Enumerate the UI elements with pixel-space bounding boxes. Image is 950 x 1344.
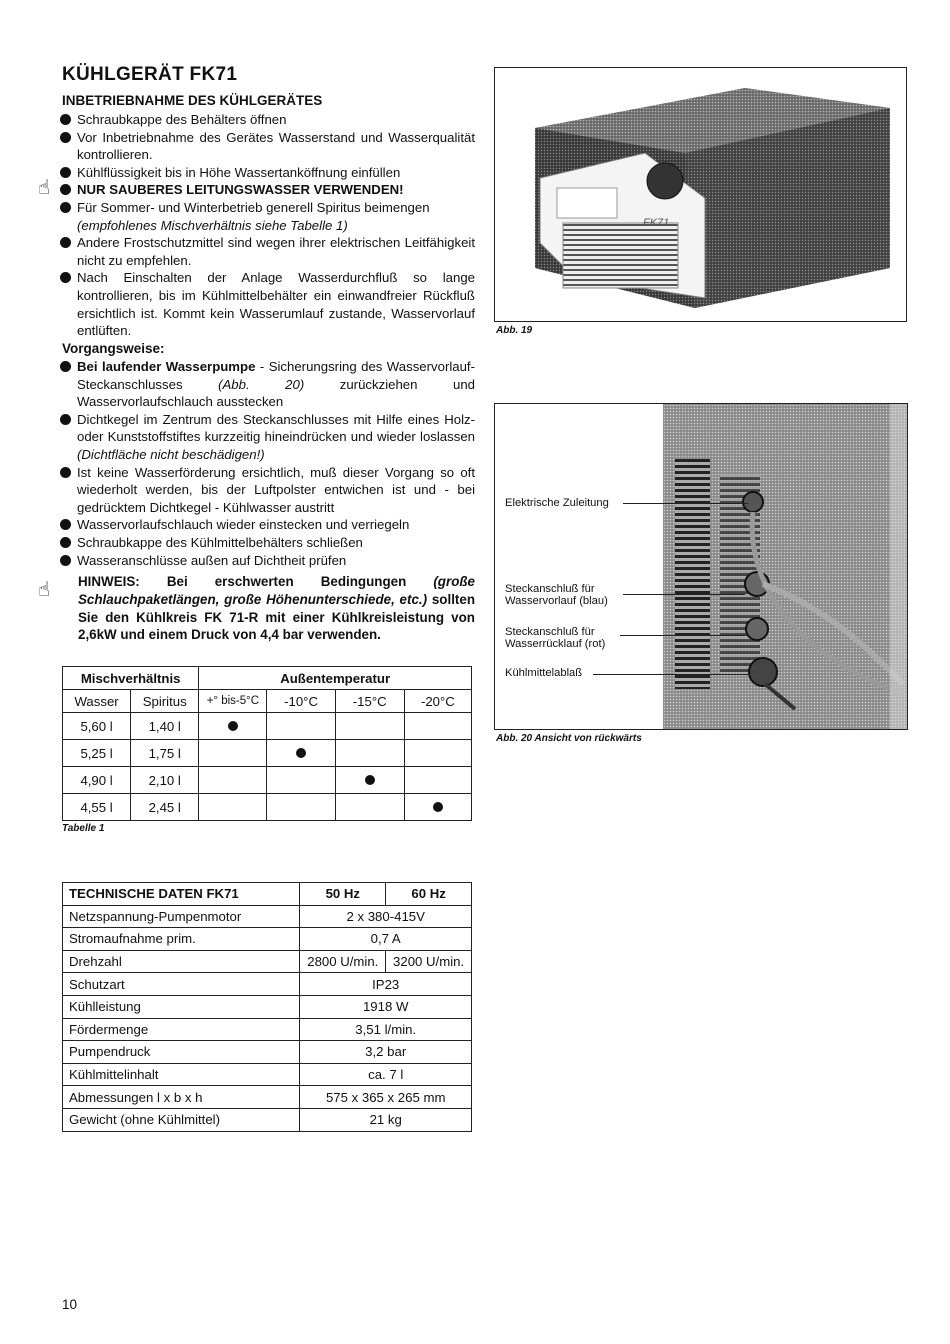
cell-temp-mark	[404, 767, 471, 794]
section-heading: INBETRIEBNAHME DES KÜHLGERÄTES	[62, 93, 323, 108]
spec-label: Kühlleistung	[63, 995, 300, 1018]
spec-value: IP23	[300, 973, 472, 996]
leader-line	[623, 594, 745, 595]
table-row	[63, 973, 472, 996]
leader-line	[623, 503, 748, 504]
list-item	[60, 464, 475, 517]
label-flow-connector-line1: Steckanschluß für	[505, 583, 595, 595]
header-temp: -15°C	[335, 690, 404, 713]
cell-temp-mark	[199, 767, 267, 794]
list-item-text: Schraubkappe des Behälters öffnen	[77, 112, 287, 127]
table-row	[63, 740, 472, 767]
procedure-heading: Vorgangsweise:	[62, 341, 165, 356]
table-row	[63, 995, 472, 1018]
cell-temp-mark	[199, 794, 267, 821]
unit-logo-text: FK71	[643, 217, 670, 229]
spec-value: 575 x 365 x 265 mm	[300, 1086, 472, 1109]
step-text: Wasservorlaufschlauch wieder einstecken und verriegeln	[77, 517, 410, 533]
figure-caption: Abb. 19	[496, 325, 533, 336]
spec-value: 1918 W	[300, 995, 472, 1018]
header-50hz: 50 Hz	[300, 883, 386, 906]
step-bold: Bei laufender Wasserpumpe	[77, 359, 256, 374]
list-item	[60, 164, 475, 182]
spec-label: Gewicht (ohne Kühlmittel)	[63, 1108, 300, 1131]
cell-spirit: 1,75 l	[131, 740, 199, 767]
table-row	[63, 905, 472, 928]
cell-temp-mark	[267, 713, 335, 740]
spec-value: ca. 7 l	[300, 1063, 472, 1086]
table-row	[63, 794, 472, 821]
list-item-text: Kühlflüssigkeit bis in Höhe Wassertanköffnung einfüllen	[77, 164, 401, 180]
bullet-icon	[60, 467, 71, 478]
table-row	[63, 1041, 472, 1064]
pointing-hand-icon: ☝	[38, 579, 51, 601]
mark-dot-icon	[365, 775, 375, 785]
header-tech-title: TECHNISCHE DATEN FK71	[63, 883, 300, 906]
list-item	[60, 552, 475, 570]
header-spirit: Spiritus	[131, 690, 199, 713]
table-row	[63, 713, 472, 740]
bullet-icon	[60, 202, 71, 213]
cell-temp-mark	[404, 794, 471, 821]
step-note: (Dichtfläche nicht beschädigen!)	[77, 446, 265, 462]
rear-view-illustration	[495, 404, 907, 729]
cell-temp-mark	[404, 713, 471, 740]
label-coolant-drain: Kühlmittelablaß	[505, 667, 583, 679]
cell-temp-mark	[199, 740, 267, 767]
mark-dot-icon	[433, 802, 443, 812]
spec-label: Fördermenge	[63, 1018, 300, 1041]
procedure-list	[60, 358, 475, 569]
bullet-icon	[60, 519, 71, 530]
label-return-connector-line1: Steckanschluß für	[505, 626, 595, 638]
spec-value: 3,51 l/min.	[300, 1018, 472, 1041]
spec-label: Pumpendruck	[63, 1041, 300, 1064]
list-item	[60, 181, 475, 199]
table-row	[63, 1086, 472, 1109]
cell-temp-mark	[404, 740, 471, 767]
cell-water: 5,60 l	[63, 713, 131, 740]
header-temp: -10°C	[267, 690, 335, 713]
table-caption: Tabelle 1	[62, 823, 105, 834]
spec-label: Drehzahl	[63, 950, 300, 973]
figure-19-cooling-unit	[494, 67, 907, 322]
header-water: Wasser	[63, 690, 131, 713]
step-text: Schraubkappe des Kühlmittelbehälters schließen	[77, 534, 363, 550]
cell-temp-mark	[335, 794, 404, 821]
cell-temp-mark	[267, 794, 335, 821]
figure-20-rear-view	[494, 403, 908, 730]
header-60hz: 60 Hz	[386, 883, 472, 906]
list-item-note: (empfohlenes Mischverhältnis siehe Tabelle 1)	[77, 217, 348, 233]
spec-label: Schutzart	[63, 973, 300, 996]
table-row	[63, 928, 472, 951]
leader-line	[593, 674, 748, 675]
list-item	[60, 411, 475, 464]
bullet-icon	[60, 114, 71, 125]
spec-value: 0,7 A	[300, 928, 472, 951]
bullet-icon	[60, 555, 71, 566]
setup-bullet-list	[60, 111, 475, 340]
page-title: KÜHLGERÄT FK71	[62, 64, 238, 85]
list-item-text: Für Sommer- und Winterbetrieb generell Spiritus beimengen	[77, 199, 430, 215]
page-number: 10	[62, 1297, 78, 1312]
list-item	[60, 234, 475, 269]
bullet-icon	[60, 537, 71, 548]
bullet-icon	[60, 184, 71, 195]
figure-ref: (Abb. 20)	[218, 376, 305, 392]
cell-temp-mark	[335, 713, 404, 740]
mark-dot-icon	[228, 721, 238, 731]
pointing-hand-icon: ☝	[38, 177, 51, 199]
step-text: Ist keine Wasserförderung ersichtlich, muß dieser Vorgang so oft wiederholt werden, bis der Luftpolster entwichen ist und - bei gedrücktem Dichtkegel - Kühlwasser austritt	[77, 464, 475, 515]
bullet-icon	[60, 132, 71, 143]
step-text: - Sicherungsring des Wasservorlauf-Steckanschlusses	[77, 359, 475, 392]
cell-temp-mark	[199, 713, 267, 740]
header-outside-temperature: Außentemperatur	[199, 667, 472, 690]
bullet-icon	[60, 167, 71, 178]
table-row	[63, 1018, 472, 1041]
hint-note	[78, 573, 475, 644]
spec-value-v60: 3200 U/min.	[386, 950, 472, 973]
label-return-connector-line2: Wasserrücklauf (rot)	[505, 638, 606, 650]
cell-temp-mark	[267, 767, 335, 794]
list-item-text: Andere Frostschutzmittel sind wegen ihrer elektrischen Leitfähigkeit nicht zu empfehlen.	[77, 235, 475, 268]
spec-label: Kühlmittelinhalt	[63, 1063, 300, 1086]
spec-value: 21 kg	[300, 1108, 472, 1131]
spec-label: Netzspannung-Pumpenmotor	[63, 905, 300, 928]
label-power-cable: Elektrische Zuleitung	[505, 497, 609, 509]
list-item	[60, 199, 475, 234]
header-temp: -20°C	[404, 690, 471, 713]
cell-spirit: 2,10 l	[131, 767, 199, 794]
spec-label: Stromaufnahme prim.	[63, 928, 300, 951]
cell-spirit: 2,45 l	[131, 794, 199, 821]
list-item	[60, 111, 475, 129]
list-item-text: Vor Inbetriebnahme des Gerätes Wasserstand und Wasserqualität kontrollieren.	[77, 129, 475, 163]
cell-water: 5,25 l	[63, 740, 131, 767]
cell-temp-mark	[335, 740, 404, 767]
header-temp: +° bis-5°C	[199, 690, 267, 713]
mixing-ratio-table	[62, 666, 472, 821]
technical-data-table	[62, 882, 472, 1132]
list-item-text: Nach Einschalten der Anlage Wasserdurchfluß so lange kontrollieren, bis im Kühlmittelbehälter ein einwandfreier Rückfluß ersichtlich ist. Kommt kein Wasserumlauf zustande, Wasservorlauf entlüften.	[77, 270, 475, 339]
spec-value: 3,2 bar	[300, 1041, 472, 1064]
list-item	[60, 129, 475, 164]
step-text: Dichtkegel im Zentrum des Steckanschlusses mit Hilfe eines Holz- oder Kunststoffstiftes kurzzeitig hineindrücken und wieder loslassen	[77, 411, 475, 445]
cooling-unit-illustration	[495, 68, 906, 321]
leader-line	[620, 635, 745, 636]
cell-water: 4,90 l	[63, 767, 131, 794]
warning-text: NUR SAUBERES LEITUNGSWASSER VERWENDEN!	[77, 182, 404, 198]
bullet-icon	[60, 272, 71, 283]
step-text: Wasseranschlüsse außen auf Dichtheit prüfen	[77, 552, 347, 568]
cell-temp-mark	[335, 767, 404, 794]
bullet-icon	[60, 361, 71, 372]
list-item	[60, 269, 475, 339]
cell-water: 4,55 l	[63, 794, 131, 821]
bullet-icon	[60, 237, 71, 248]
spec-value: 2 x 380-415V	[300, 905, 472, 928]
hint-conditions: (große Schlauchpaketlängen, große Höhenunterschiede, etc.)	[78, 574, 475, 607]
spec-value-v50: 2800 U/min.	[300, 950, 386, 973]
list-item	[60, 516, 475, 534]
table-row	[63, 950, 472, 973]
figure-caption: Abb. 20 Ansicht von rückwärts	[496, 733, 642, 744]
mark-dot-icon	[296, 748, 306, 758]
hint-text: HINWEIS: Bei erschwerten Bedingungen	[78, 574, 434, 589]
label-flow-connector-line2: Wasservorlauf (blau)	[505, 595, 608, 607]
header-mixing-ratio: Mischverhältnis	[63, 667, 199, 690]
hint-text: sollten Sie den Kühlkreis FK 71-R mit einer Kühlkreisleistung von 2,6kW und einem Druck von 4,4 bar verwenden.	[78, 591, 475, 643]
cell-spirit: 1,40 l	[131, 713, 199, 740]
list-item	[60, 534, 475, 552]
cell-temp-mark	[267, 740, 335, 767]
list-item	[60, 358, 475, 411]
spec-label: Abmessungen l x b x h	[63, 1086, 300, 1109]
step-text: zurückziehen und Wasservorlaufschlauch ausstecken	[77, 376, 475, 410]
bullet-icon	[60, 414, 71, 425]
table-row	[63, 767, 472, 794]
table-row	[63, 1063, 472, 1086]
table-row	[63, 1108, 472, 1131]
